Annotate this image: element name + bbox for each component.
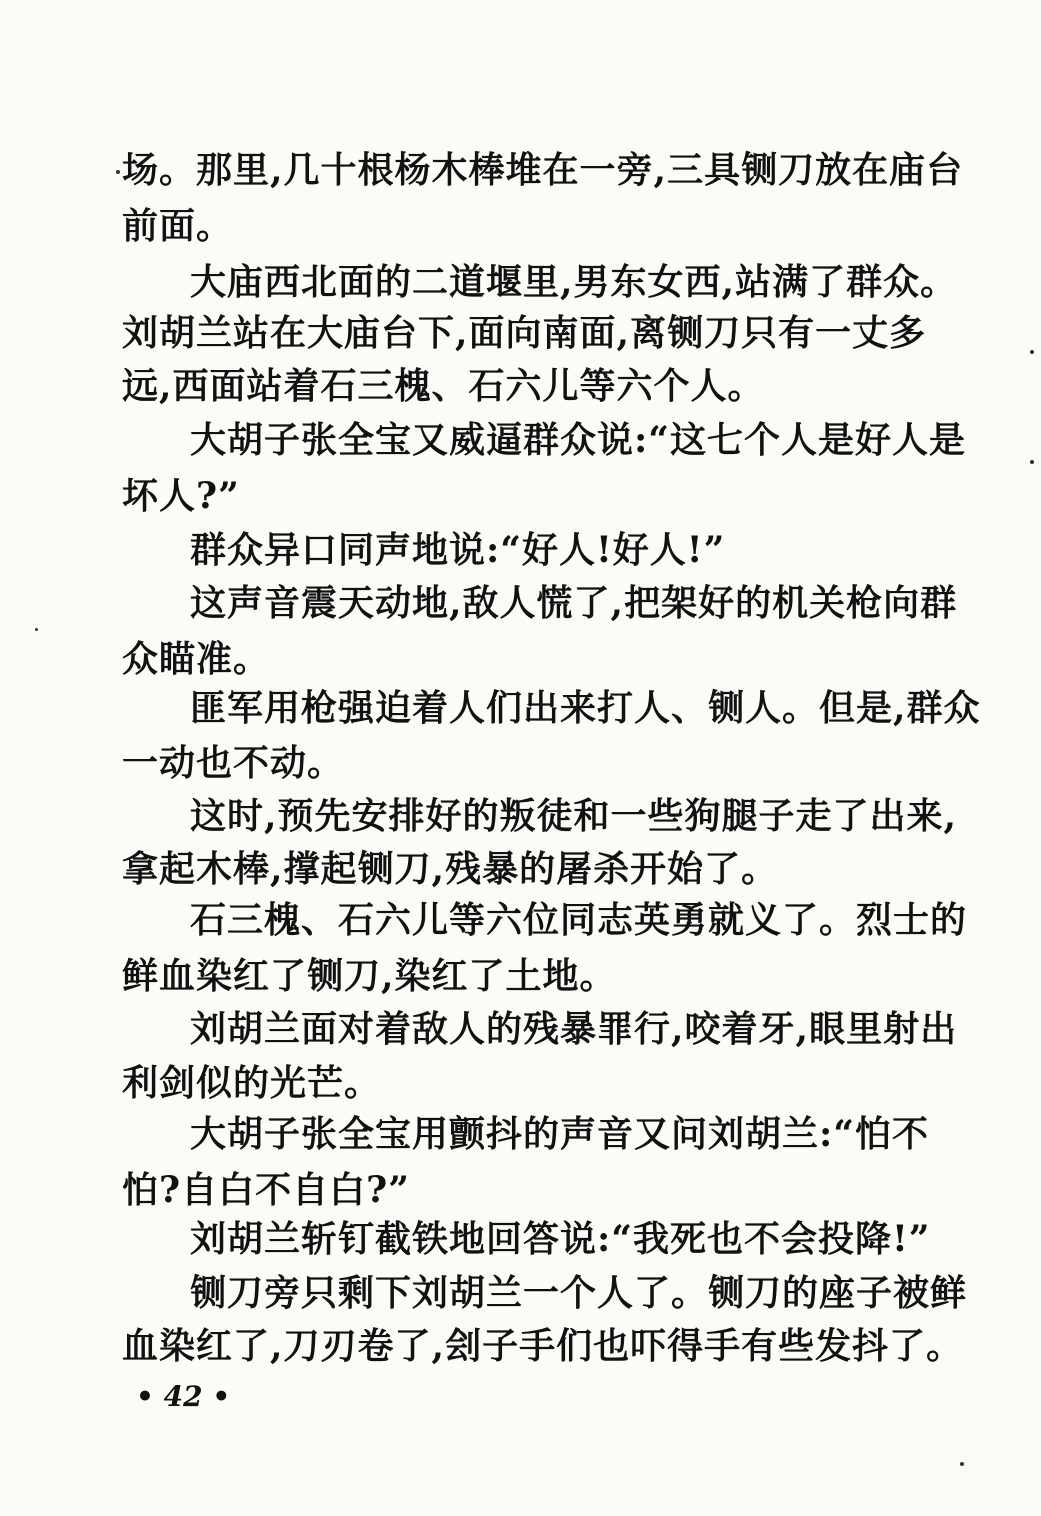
text-line-16: 鲜血染红了铡刀,染红了土地。: [122, 955, 617, 997]
text-line-14: 拿起木棒,撑起铡刀,残暴的屠杀开始了。: [122, 848, 779, 890]
scan-speck: [1030, 350, 1034, 354]
text-line-11: 匪军用枪强迫着人们出来打人、铡人。但是,群众: [190, 687, 981, 729]
scan-speck: [35, 628, 38, 631]
text-line-13: 这时,预先安排好的叛徒和一些狗腿子走了出来,: [190, 795, 958, 837]
text-line-3: 大庙西北面的二道堰里,男东女西,站满了群众。: [190, 261, 958, 303]
text-line-7: 坏人?”: [122, 475, 240, 517]
text-line-8: 群众异口同声地说:“好人!好人!”: [190, 529, 726, 571]
text-line-6: 大胡子张全宝又威逼群众说:“这七个人是好人是: [190, 419, 966, 461]
text-line-4: 刘胡兰站在大庙台下,面向南面,离铡刀只有一丈多: [122, 312, 927, 354]
text-line-2: 前面。: [122, 205, 234, 247]
text-line-23: 血染红了,刀刃卷了,刽子手们也吓得手有些发抖了。: [122, 1325, 964, 1367]
text-line-15: 石三槐、石六儿等六位同志英勇就义了。烈士的: [190, 899, 968, 941]
text-line-20: 怕?自白不自白?”: [122, 1169, 410, 1211]
text-line-21: 刘胡兰斩钉截铁地回答说:“我死也不会投降!”: [190, 1218, 931, 1260]
text-line-22: 铡刀旁只剩下刘胡兰一个人了。铡刀的座子被鲜: [190, 1272, 968, 1314]
text-line-17: 刘胡兰面对着敌人的残暴罪行,咬着牙,眼里射出: [190, 1008, 958, 1050]
text-line-19: 大胡子张全宝用颤抖的声音又问刘胡兰:“怕不: [190, 1113, 929, 1155]
text-line-18: 利剑似的光芒。: [122, 1062, 382, 1104]
text-line-5: 远,西面站着石三槐、石六儿等六个人。: [122, 365, 765, 407]
scan-speck: [1030, 460, 1034, 464]
text-line-1: 场。那里,几十根杨木棒堆在一旁,三具铡刀放在庙台: [122, 149, 964, 191]
scan-speck: [960, 1462, 964, 1466]
page-number: • 42 •: [136, 1380, 231, 1413]
text-line-12: 一动也不动。: [122, 742, 345, 784]
text-line-9: 这声音震天动地,敌人慌了,把架好的机关枪向群: [190, 582, 958, 624]
scan-speck: [116, 170, 120, 174]
text-line-10: 众瞄准。: [122, 638, 271, 680]
